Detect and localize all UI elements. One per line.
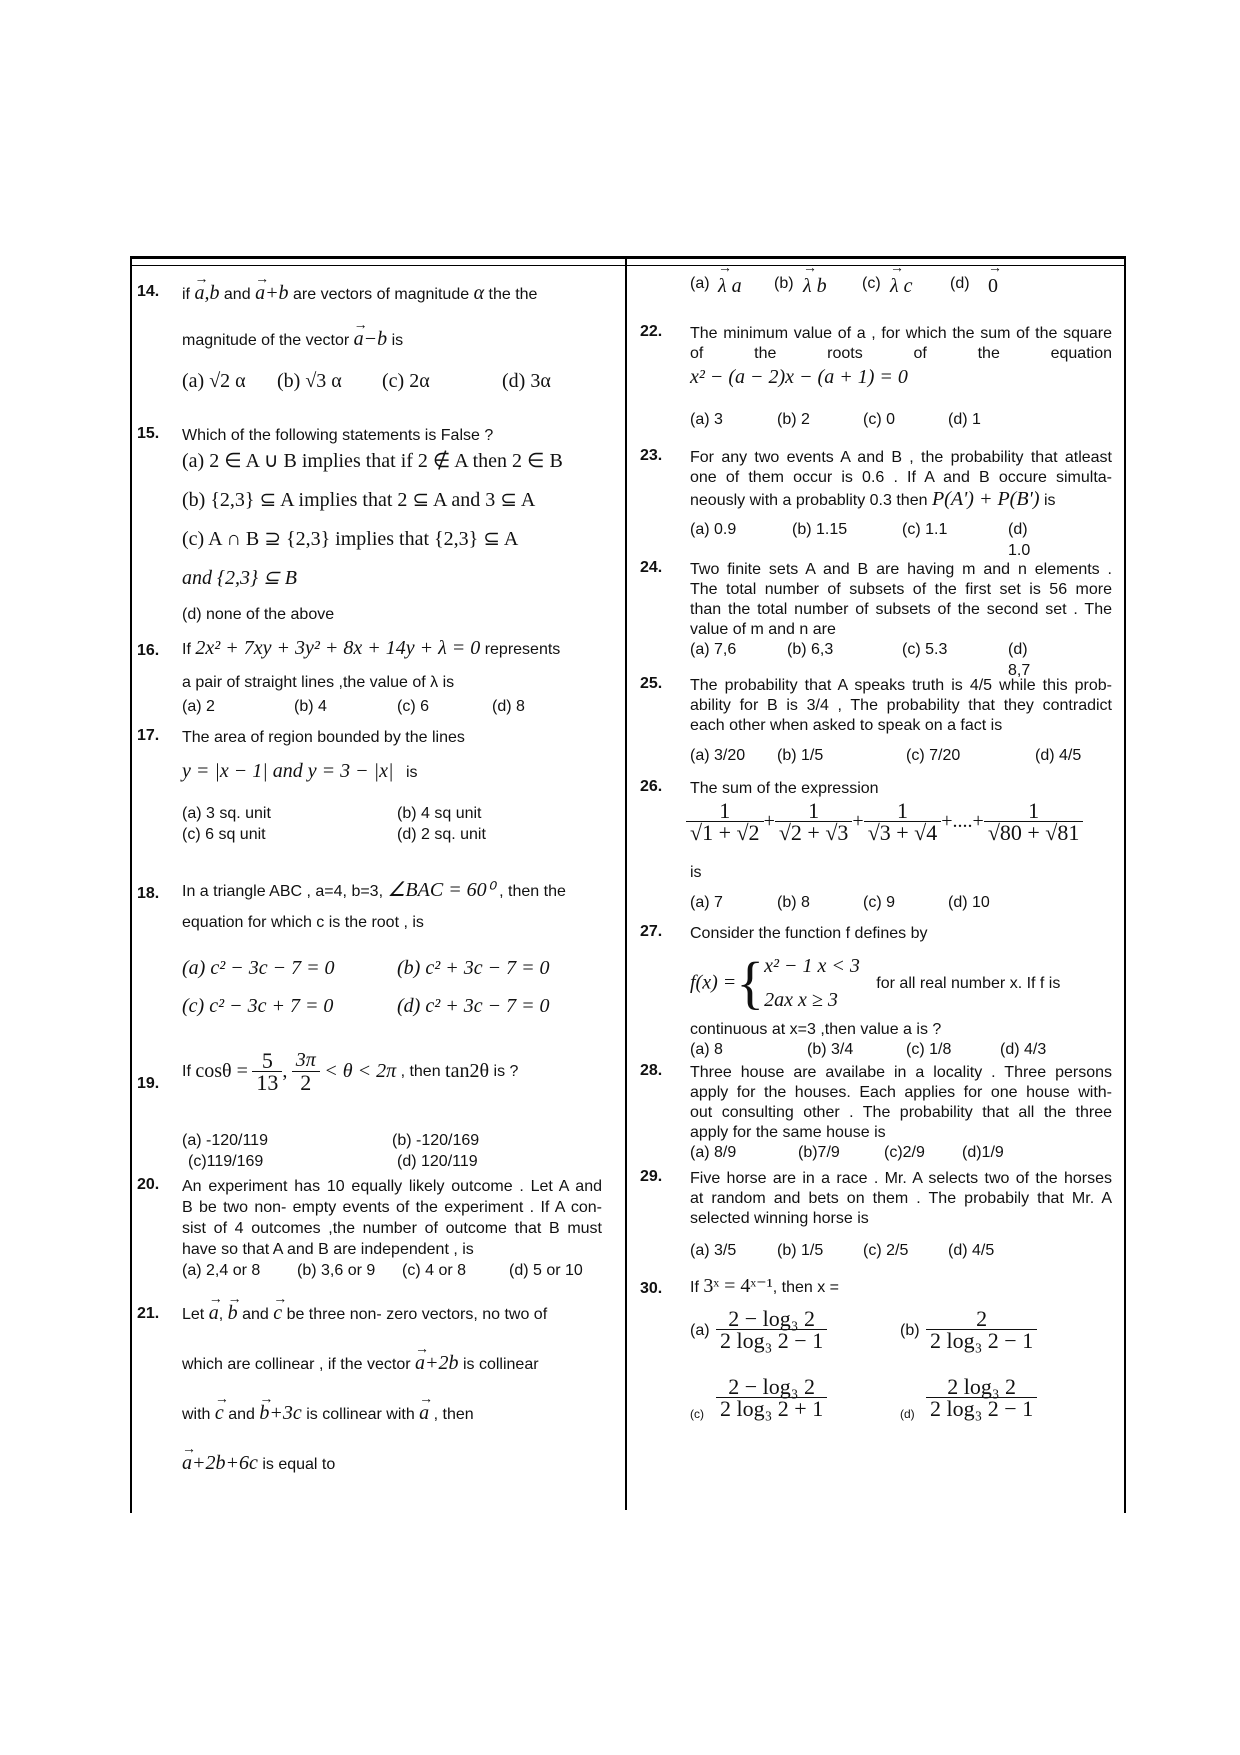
option-b: (b) 1/5 [777, 747, 824, 764]
option-d: (d) 4/5 [948, 1242, 995, 1259]
option-c: (c)119/169 [188, 1153, 264, 1170]
angle-expression: ∠BAC = 60⁰ [387, 879, 495, 901]
question-text-line: The probability that A speaks truth is 4/5 while this prob- [690, 677, 1112, 694]
text: is collinear [462, 1356, 539, 1373]
probability-expression: P(A') + P(B') [931, 488, 1040, 510]
option-d: (d) 5 or 10 [509, 1262, 583, 1279]
option-c-label: (c) [862, 275, 881, 292]
option-c-value: → λ c [890, 267, 913, 298]
alpha-symbol: α [473, 282, 485, 304]
option-b: (b) 4 [294, 698, 327, 715]
option-a: (a) -120/119 [182, 1132, 268, 1149]
question-number: 26. [640, 778, 663, 795]
question-text-line: of the roots of the equation [690, 345, 1112, 362]
text: , then [433, 1406, 474, 1423]
question-text-line: An experiment has 10 equally likely outcome . Let A and [182, 1178, 602, 1195]
option-c: (c) 6 [397, 698, 429, 715]
option-a: (a) 2 ∈ A ∪ B implies that if 2 ∉ A then 2 ∈ B [182, 450, 563, 472]
question-number: 15. [137, 425, 160, 442]
question-number: 16. [137, 642, 160, 659]
option-d: (d) 10 [948, 894, 990, 911]
vector-a-plus-2b: → a+2b [415, 1345, 459, 1374]
column-divider [625, 256, 627, 1510]
question-text-line: at random and bets on them . The probabily that Mr. A [690, 1190, 1112, 1207]
option-b: (b) 2 [777, 411, 810, 428]
option-b: (b) 4 sq unit [397, 805, 482, 822]
vector-a-b: → a,b [194, 275, 219, 304]
option-c: (c) 2/5 [863, 1242, 909, 1259]
brace-icon: { [736, 950, 765, 1015]
option-c: (c) 0 [863, 411, 895, 428]
option-c: (c) c² − 3c + 7 = 0 [182, 995, 334, 1017]
option-b: (b) -120/169 [392, 1132, 480, 1149]
option-b-label: (b) [774, 275, 794, 292]
question-text-line: each other when asked to speak on a fact is [690, 717, 1003, 734]
question-text: The area of region bounded by the lines [182, 729, 465, 746]
question-text: a pair of straight lines ,the value of λ is [182, 674, 455, 691]
text: , then x = [772, 1279, 840, 1296]
option-d: (d) 8 [492, 698, 525, 715]
option-d-label: (d) [900, 1407, 915, 1421]
option-c-continued: and {2,3} ⊆ B [182, 567, 297, 589]
question-text-line: neously with a probablity 0.3 then [690, 492, 928, 509]
question-text-line: selected winning horse is [690, 1210, 869, 1227]
option-b: (b) 1/5 [777, 1242, 824, 1259]
text: Let [182, 1306, 205, 1323]
option-d: (d) 2 sq. unit [397, 826, 486, 843]
question-number: 20. [137, 1176, 160, 1193]
option-c: (c) 4 or 8 [402, 1262, 467, 1279]
question-text-line: sist of 4 outcomes ,the number of outcome that B must [182, 1220, 602, 1237]
text: for all real number x. If f is [876, 974, 1061, 992]
option-c: (c) 7/20 [906, 747, 961, 764]
question-text-line: Three house are availabe in a locality . Three persons [690, 1064, 1112, 1081]
text: , then [400, 1063, 441, 1080]
question-text-line: B be two non- empty events of the experiment . If A con- [182, 1199, 602, 1216]
question-number: 25. [640, 675, 663, 692]
option-d: (d) 120/119 [397, 1153, 478, 1170]
option-a: (a) 2,4 or 8 [182, 1262, 261, 1279]
option-a: (a) 8 [690, 1041, 723, 1058]
question-text-line: continuous at x=3 ,then value a is ? [690, 1021, 942, 1038]
question-number: 14. [137, 283, 160, 300]
text: is [391, 332, 404, 349]
option-a: (a) √2 α [182, 370, 246, 392]
text: and [242, 1306, 269, 1323]
option-b: (b) 1.15 [792, 521, 848, 538]
text: which are collinear , if the vector [182, 1356, 411, 1373]
text: In a triangle ABC , a=4, b=3, [182, 883, 384, 900]
question-text: The sum of the expression [690, 780, 879, 797]
equation: 2x² + 7xy + 3y² + 8x + 14y + λ = 0 [195, 637, 481, 659]
option-c-fraction: $\frac{\text{2 − log₃ 2}}{\text{2 log₃ 2 + 1}}$ [716, 1376, 827, 1419]
text: is equal to [262, 1456, 336, 1473]
option-a: (a) 2 [182, 698, 215, 715]
vector-a-plus-b: → a+b [255, 275, 289, 304]
range-expression: < θ < 2π [324, 1060, 397, 1082]
option-a: (a) 0.9 [690, 521, 737, 538]
question-text-line: apply for the same house is [690, 1124, 886, 1141]
option-a: (a) 3 sq. unit [182, 805, 271, 822]
text: If [182, 641, 191, 658]
option-b-label: (b) [900, 1322, 920, 1339]
text: is [1043, 492, 1056, 509]
option-d: (d) none of the above [182, 606, 335, 623]
vector-a-minus-b: → a−b [354, 321, 388, 350]
vector-b: → b [228, 1295, 238, 1324]
fraction-3pi-2: $\frac{3\pi}{2}$ [292, 1050, 320, 1093]
term-3: $\frac{1}{√3 + √4}$ [864, 800, 942, 843]
question-text-line: The minimum value of a , for which the sum of the square [690, 325, 1112, 342]
option-a: (a) 3/20 [690, 747, 746, 764]
question-number: 18. [137, 885, 160, 902]
option-b: (b) 6,3 [787, 641, 834, 658]
question-number: 23. [640, 447, 663, 464]
question-text: Consider the function f defines by [690, 925, 928, 942]
term-1: $\frac{1}{√1 + √2}$ [686, 800, 764, 843]
option-d: (d) 3α [502, 370, 551, 392]
text: If [690, 1279, 699, 1296]
option-c: (c)2/9 [884, 1144, 925, 1161]
equation: 3ˣ = 4ˣ⁻¹ [703, 1275, 773, 1297]
option-a-label: (a) [690, 275, 710, 292]
cos-expression: cosθ = [195, 1060, 248, 1082]
option-d: (d) 1 [948, 411, 981, 428]
option-c: (c) 6 sq unit [182, 826, 266, 843]
option-b: (b) 8 [777, 894, 810, 911]
function-label: f(x) = [690, 971, 737, 994]
option-d-label: (d) [950, 275, 970, 292]
text: if [182, 286, 190, 303]
option-a: (a) 7 [690, 894, 723, 911]
fraction-5-13: $\frac{5}{13}$ [252, 1050, 282, 1093]
option-a-value: → λ a [718, 267, 742, 298]
option-d-value: → 0 [988, 267, 998, 298]
option-b: (b) 3,6 or 9 [297, 1262, 376, 1279]
option-d: (d) 4/5 [1035, 747, 1082, 764]
option-d: (d) 1.0 [1008, 521, 1031, 559]
option-c: (c) 5.3 [902, 641, 948, 658]
question-text-line: ability for B is 3/4 , The probability that they contradict [690, 697, 1112, 714]
option-b-fraction: $\frac{2}{\text{2 log₃ 2 − 1}}$ [926, 1308, 1037, 1351]
question-text: equation for which c is the root , is [182, 914, 424, 931]
question-number: 29. [640, 1168, 663, 1185]
option-a-fraction: $\frac{\text{2 − log₃ 2}}{\text{2 log₃ 2 − 1}}$ [716, 1308, 827, 1351]
option-a: (a) c² − 3c − 7 = 0 [182, 957, 335, 979]
text: is [690, 864, 702, 881]
option-a: (a) 7,6 [690, 641, 737, 658]
question-number: 28. [640, 1062, 663, 1079]
question-number: 19. [137, 1075, 160, 1092]
option-d: (d) 4/3 [1000, 1041, 1047, 1058]
text: and [223, 286, 251, 303]
option-b: (b) c² + 3c − 7 = 0 [397, 957, 550, 979]
option-c: (c) 1.1 [902, 521, 948, 538]
vector-a-plus-2b-plus-6c: → a+2b+6c [182, 1445, 258, 1474]
option-b: (b) 3/4 [807, 1041, 854, 1058]
option-b: (b) {2,3} ⊆ A implies that 2 ⊆ A and 3 ⊆ A [182, 489, 536, 511]
question-number: 17. [137, 727, 160, 744]
equation: x² − (a − 2)x − (a + 1) = 0 [690, 366, 908, 388]
term-last: $\frac{1}{√80 + √81}$ [984, 800, 1084, 843]
option-b-value: → λ b [803, 267, 827, 298]
option-b: (b)7/9 [798, 1144, 840, 1161]
text: and [228, 1406, 255, 1423]
text: are vectors of magnitude [293, 286, 470, 303]
text: , then the [499, 883, 566, 900]
question-text-line: have so that A and B are independent , is [182, 1241, 474, 1258]
vector-c: → c [273, 1295, 282, 1324]
option-c: (c) 2α [382, 370, 430, 392]
question-number: 27. [640, 923, 663, 940]
question-text-line: than the total number of subsets of the second set . The [690, 601, 1112, 618]
question-text: Which of the following statements is False ? [182, 427, 494, 444]
option-c: (c) 1/8 [906, 1041, 952, 1058]
option-a: (a) 3 [690, 411, 723, 428]
text: magnitude of the vector [182, 332, 350, 349]
option-c-label: (c) [690, 1407, 704, 1421]
option-a: (a) 3/5 [690, 1242, 737, 1259]
text: is collinear with [306, 1406, 415, 1423]
equation: y = |x − 1| and y = 3 − |x| [182, 760, 394, 782]
option-d: (d) c² + 3c − 7 = 0 [397, 995, 550, 1017]
option-d: (d) 8,7 [1008, 641, 1031, 679]
option-b: (b) √3 α [277, 370, 342, 392]
piecewise-cases: x² − 1 x < 3 2ax x ≥ 3 [764, 955, 860, 1011]
vector-a: → a [209, 1295, 219, 1324]
question-number: 24. [640, 559, 663, 576]
text: be three non- zero vectors, no two of [286, 1306, 548, 1323]
text: is ? [493, 1063, 519, 1080]
option-a: (a) 8/9 [690, 1144, 737, 1161]
term-2: $\frac{1}{√2 + √3}$ [775, 800, 853, 843]
question-text-line: Two finite sets A and B are having m and n elements . [690, 561, 1112, 578]
option-c: (c) 9 [863, 894, 895, 911]
question-text-line: one of them occur is 0.6 . If A and B occure simulta- [690, 469, 1112, 486]
question-text-line: Five horse are in a race . Mr. A selects two of the horses [690, 1170, 1112, 1187]
vector-c: → c [215, 1395, 224, 1424]
vector-a: → a [419, 1395, 429, 1424]
question-number: 22. [640, 323, 663, 340]
option-a-label: (a) [690, 1322, 710, 1339]
text: is [405, 764, 418, 781]
question-text-line: out consulting other . The probability that all the three [690, 1104, 1112, 1121]
question-text-line: For any two events A and B , the probability that atleast [690, 449, 1112, 466]
question-number: 30. [640, 1280, 663, 1297]
option-d-fraction: $\frac{\text{2 log₃ 2}}{\text{2 log₃ 2 − 1}}$ [926, 1376, 1037, 1419]
question-text-line: apply for the houses. Each applies for one house with- [690, 1084, 1112, 1101]
text: represents [484, 641, 561, 658]
text: with [182, 1406, 211, 1423]
question-text-line: The total number of subsets of the first set is 56 more [690, 581, 1112, 598]
text: If [182, 1063, 191, 1080]
option-c: (c) A ∩ B ⊇ {2,3} implies that {2,3} ⊆ A [182, 528, 519, 550]
text: the the [488, 286, 538, 303]
question-number: 21. [137, 1305, 160, 1322]
option-d: (d)1/9 [962, 1144, 1004, 1161]
tan-expression: tan2θ [445, 1060, 490, 1082]
vector-b-plus-3c: → b+3c [259, 1395, 301, 1424]
question-text-line: value of m and n are [690, 621, 836, 638]
